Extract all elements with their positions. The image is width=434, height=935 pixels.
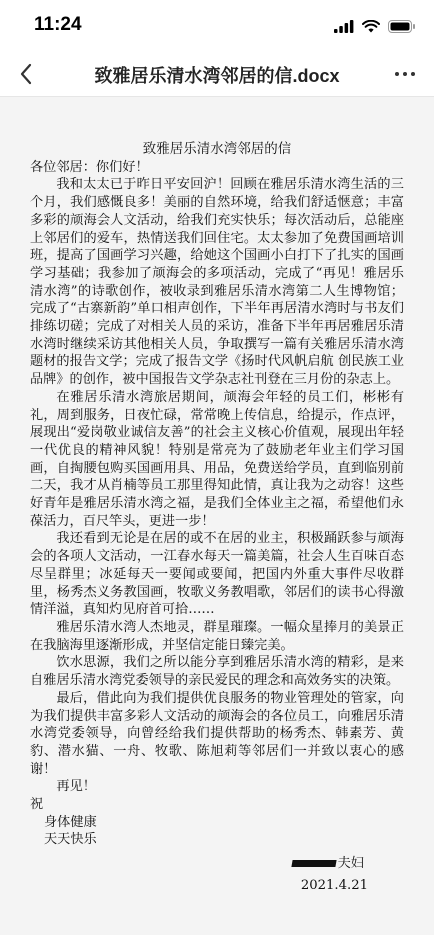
chevron-left-icon	[19, 63, 33, 85]
paragraph: 雅居乐清水湾人杰地灵，群星璀璨。一幅众星捧月的美景正在我脑海里逐渐形成，并坚信定能日臻完美。	[30, 619, 404, 653]
battery-icon	[388, 18, 416, 37]
paragraph: 最后，借此向为我们提供优良服务的物业管理处的管家，向为我们提供丰富多彩人文活动的颃海会的各位员工，向雅居乐清水湾党委领导，向曾经给我们提供帮助的杨秀杰、韩素芳、黄豹、潜水猫、一舟、牧歌、陈旭莉等邻居们一并致以衷心的感谢！	[30, 690, 404, 777]
paragraph: 我还看到无论是在居的或不在居的业主，积极踊跃参与颃海会的各项人文活动，一江春水每天一篇美篇，社会人生百味百态尽呈群里；冰延每天一要闻或要闻，把国内外重大事件尽收群里，杨秀杰义务教国画，牧歌义务教唱歌，邻居们的读书心得激情洋溢，真知灼见府首可拾……	[30, 531, 404, 618]
signal-icon	[334, 18, 354, 37]
document-viewer[interactable]	[0, 97, 434, 935]
closing-line: 身体健康	[44, 814, 97, 830]
closing-line: 天天快乐	[44, 832, 97, 848]
signature	[292, 855, 364, 873]
back-button[interactable]	[12, 60, 40, 88]
status-icons	[334, 18, 416, 37]
wifi-icon	[362, 18, 380, 37]
wish-prefix: 祝	[30, 797, 44, 813]
signature-text: 夫妇	[337, 856, 364, 872]
paragraph: 饮水思源，我们之所以能分享到雅居乐清水湾的精彩，是来自雅居乐清水湾党委领导的亲民爱民的理念和高效务实的决策。	[30, 655, 404, 689]
redacted-name	[291, 860, 336, 867]
signature-block	[30, 855, 404, 894]
letter-body	[30, 131, 404, 894]
paragraph: 在雅居乐清水湾旅居期间，颃海会年轻的员工们，彬彬有礼，周到服务，日夜忙碌，常常晚上传信息，给提示，作点评，展现出“爱岗敬业诚信友善”的社会主义核心价值观，展现出年轻一代优良的精神风貌！特别是常亮为了鼓励老年业主们学习国画，自掏腰包购买国画用具、用品，免费送给学员，直到临别前二天，我才从肖楠等员工那里得知此情，真让我为之动容！这些好青年是雅居乐清水湾之福，是我们全体业主之福，希望他们永葆活力，百尺竿头，更进一步！	[30, 389, 404, 529]
more-dot-icon	[411, 72, 415, 76]
more-dot-icon	[403, 72, 407, 76]
status-bar	[0, 0, 434, 52]
document-title: 致雅居乐清水湾邻居的信.docx	[94, 66, 340, 86]
letter-date: 2021.4.21	[300, 878, 368, 894]
salutation: 各位邻居：你们好！	[30, 159, 149, 175]
letter-title: 致雅居乐清水湾邻居的信	[142, 141, 292, 157]
nav-bar	[0, 52, 434, 97]
more-dot-icon	[395, 72, 399, 76]
more-options-button[interactable]	[390, 60, 420, 88]
status-time: 11:24	[34, 14, 82, 35]
paragraph: 再见！	[56, 779, 96, 795]
paragraph: 我和太太已于昨日平安回沪！回顾在雅居乐清水湾生活的三个月，我们感慨良多！美丽的自然环境，给我们舒适惬意；丰富多彩的颃海会人文活动，给我们充实快乐；每次活动后，总能座上邻居们的爱车，热情送我们回住宅。太太参加了免费国画培训班，提高了国画学习兴趣，给她这个国画小白打下了扎实的国画学习基础；我参加了颃海会的多项活动，完成了“再见！雅居乐清水湾”的诗歌创作，被收录到雅居乐清水湾第二人生博物馆；完成了“古寨新韵”单口相声创作，下半年再居清水湾时与书友们排练切磋；完成了对相关人员的采访，准备下半年再居雅居乐清水湾时继续采访其他相关人员，争取撰写一篇有关雅居乐清水湾题材的报告文学；完成了报告文学《扬时代风帆启航 创民族工业品牌》的创作，被中国报告文学杂志社刊登在三月份的杂志上。	[30, 177, 404, 388]
